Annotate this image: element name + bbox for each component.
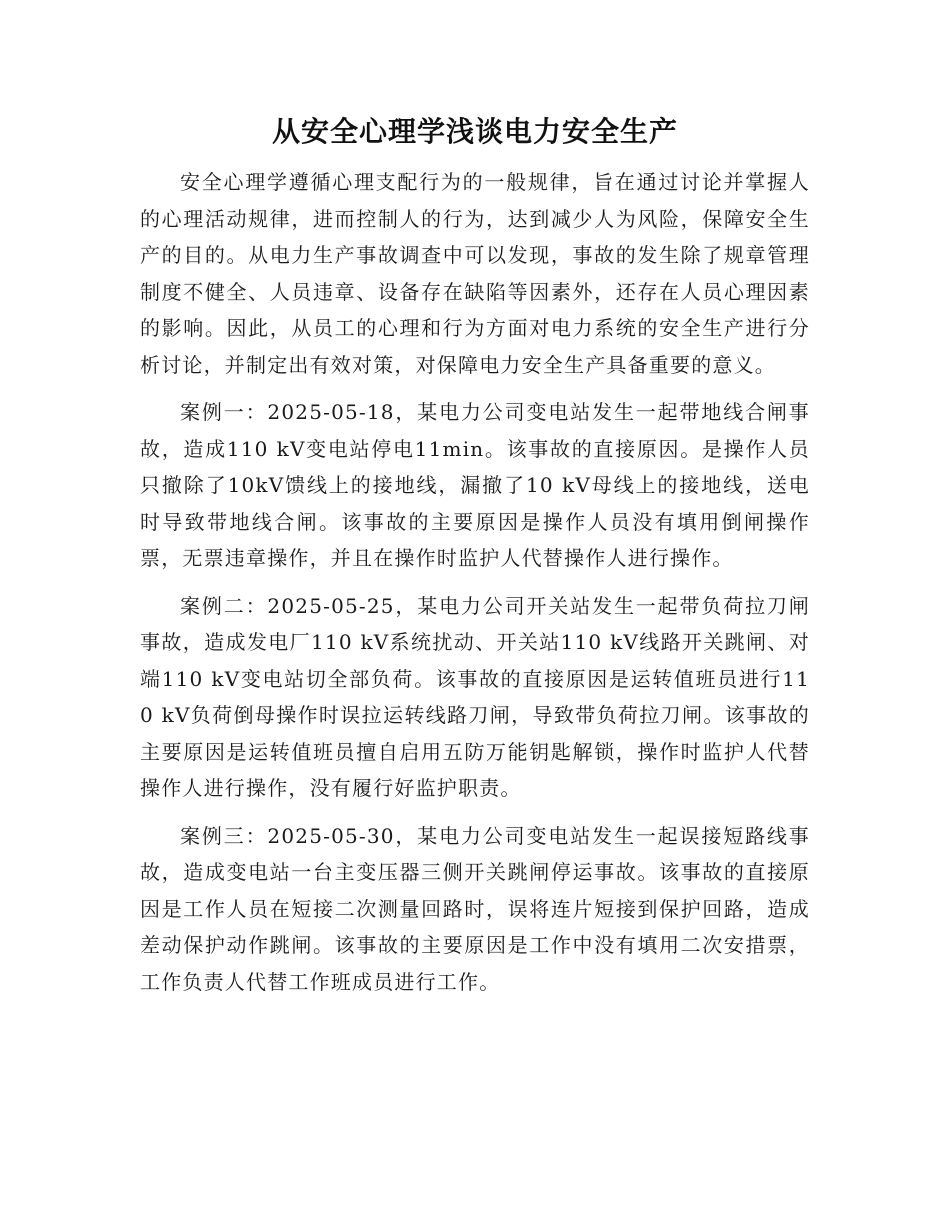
paragraph-case-3: 案例三：2025-05-30，某电力公司变电站发生一起误接短路线事故，造成变电站一台主变压器三侧开关跳闸停运事故。该事故的直接原因是工作人员在短接二次测量回路时，误将连片短接到保护回路，造成差动保护动作跳闸。该事故的主要原因是工作中没有填用二次安措票，工作负责人代替工作班成员进行工作。 xyxy=(140,823,810,994)
paragraph-case-2: 案例二：2025-05-25，某电力公司开关站发生一起带负荷拉刀闸事故，造成发电厂110 kV系统扰动、开关站110 kV线路开关跳闸、对端110 kV变电站切全部负荷。该事故的直接原因是运转值班员进行110 kV负荷倒母操作时误拉运转线路刀闸，导致带负荷拉刀闸。该事故的主要原因是运转值班员擅自启用五防万能钥匙解锁，操作时监护人代替操作人进行操作，没有履行好监护职责。 xyxy=(140,593,810,800)
paragraph-case-1: 案例一：2025-05-18，某电力公司变电站发生一起带地线合闸事故，造成110 kV变电站停电11min。该事故的直接原因。是操作人员只撤除了10kV馈线上的接地线，漏撤了10 kV母线上的接地线，送电时导致带地线合闸。该事故的主要原因是操作人员没有填用倒闸操作票，无票违章操作，并且在操作时监护人代替操作人进行操作。 xyxy=(140,400,810,570)
document-body xyxy=(140,164,810,1011)
paragraph-intro: 安全心理学遵循心理支配行为的一般规律，旨在通过讨论并掌握人的心理活动规律，进而控制人的行为，达到减少人为风险，保障安全生产的目的。从电力生产事故调查中可以发现，事故的发生除了规章管理制度不健全、人员违章、设备存在缺陷等因素外，还存在人员心理因素的影响。因此，从员工的心理和行为方面对电力系统的安全生产进行分析讨论，并制定出有效对策，对保障电力安全生产具备重要的意义。 xyxy=(140,170,810,377)
document-title: 从安全心理学浅谈电力安全生产 xyxy=(271,115,678,148)
